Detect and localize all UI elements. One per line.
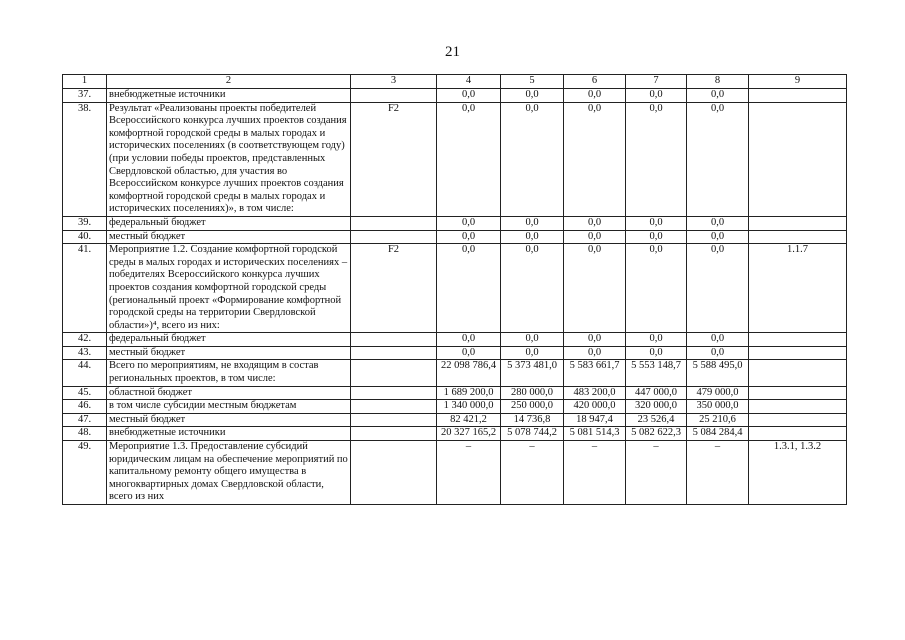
row-description: Результат «Реализованы проекты победителей Всероссийского конкурса лучших проектов создания комфортной городской среды в малых городах и исторических поселениях (в соответствующем году) (при условии победы проектов, представленных Свердловской областью, для участия во Всероссийском конкурсе лучших проектов создания комфортной городской среды в малых городах и исторических поселениях)», в том числе: bbox=[107, 102, 351, 216]
value-year-3: 0,0 bbox=[626, 333, 687, 347]
value-year-2: 0,0 bbox=[564, 89, 626, 103]
row-description: в том числе субсидии местным бюджетам bbox=[107, 400, 351, 414]
row-number: 39. bbox=[63, 216, 107, 230]
row-description: внебюджетные источники bbox=[107, 89, 351, 103]
value-year-1: 0,0 bbox=[501, 102, 564, 216]
table-row bbox=[63, 427, 847, 441]
value-year-4: 0,0 bbox=[687, 333, 749, 347]
row-code bbox=[351, 89, 437, 103]
row-number: 44. bbox=[63, 360, 107, 386]
row-target-ref bbox=[749, 413, 847, 427]
row-target-ref bbox=[749, 102, 847, 216]
row-code bbox=[351, 441, 437, 505]
column-header: 8 bbox=[687, 75, 749, 89]
value-year-1: 5 373 481,0 bbox=[501, 360, 564, 386]
column-header: 1 bbox=[63, 75, 107, 89]
value-year-2: 0,0 bbox=[564, 230, 626, 244]
table-row bbox=[63, 346, 847, 360]
value-year-1: – bbox=[501, 441, 564, 505]
value-year-3: 0,0 bbox=[626, 102, 687, 216]
value-year-1: 0,0 bbox=[501, 89, 564, 103]
page-number: 21 bbox=[445, 44, 460, 60]
row-number: 48. bbox=[63, 427, 107, 441]
table-row bbox=[63, 89, 847, 103]
value-total: 0,0 bbox=[437, 102, 501, 216]
value-year-3: 0,0 bbox=[626, 346, 687, 360]
value-year-1: 5 078 744,2 bbox=[501, 427, 564, 441]
row-target-ref: 1.1.7 bbox=[749, 244, 847, 333]
row-number: 46. bbox=[63, 400, 107, 414]
value-year-4: 0,0 bbox=[687, 346, 749, 360]
table-row bbox=[63, 102, 847, 216]
row-target-ref bbox=[749, 89, 847, 103]
row-code bbox=[351, 360, 437, 386]
value-year-2: 0,0 bbox=[564, 102, 626, 216]
value-year-2: 0,0 bbox=[564, 244, 626, 333]
value-year-3: 23 526,4 bbox=[626, 413, 687, 427]
column-header: 7 bbox=[626, 75, 687, 89]
value-year-4: 479 000,0 bbox=[687, 386, 749, 400]
value-total: 1 689 200,0 bbox=[437, 386, 501, 400]
value-year-2: 420 000,0 bbox=[564, 400, 626, 414]
value-total: 1 340 000,0 bbox=[437, 400, 501, 414]
row-code bbox=[351, 333, 437, 347]
row-code bbox=[351, 346, 437, 360]
value-total: 0,0 bbox=[437, 333, 501, 347]
column-header: 3 bbox=[351, 75, 437, 89]
value-total: 82 421,2 bbox=[437, 413, 501, 427]
table-row bbox=[63, 413, 847, 427]
value-year-1: 280 000,0 bbox=[501, 386, 564, 400]
column-header: 5 bbox=[501, 75, 564, 89]
column-header: 9 bbox=[749, 75, 847, 89]
row-target-ref bbox=[749, 360, 847, 386]
row-number: 42. bbox=[63, 333, 107, 347]
row-target-ref bbox=[749, 386, 847, 400]
row-code bbox=[351, 400, 437, 414]
row-target-ref bbox=[749, 400, 847, 414]
table-row bbox=[63, 333, 847, 347]
value-year-2: 0,0 bbox=[564, 216, 626, 230]
value-year-3: 0,0 bbox=[626, 89, 687, 103]
row-target-ref bbox=[749, 427, 847, 441]
table-row bbox=[63, 386, 847, 400]
row-code: F2 bbox=[351, 102, 437, 216]
value-year-1: 0,0 bbox=[501, 244, 564, 333]
column-header: 6 bbox=[564, 75, 626, 89]
value-total: 0,0 bbox=[437, 244, 501, 333]
table-row bbox=[63, 230, 847, 244]
column-header: 4 bbox=[437, 75, 501, 89]
value-year-1: 0,0 bbox=[501, 333, 564, 347]
value-year-4: 0,0 bbox=[687, 89, 749, 103]
row-code bbox=[351, 413, 437, 427]
row-description: внебюджетные источники bbox=[107, 427, 351, 441]
row-description: местный бюджет bbox=[107, 230, 351, 244]
table-row bbox=[63, 216, 847, 230]
row-target-ref bbox=[749, 346, 847, 360]
value-year-3: 0,0 bbox=[626, 216, 687, 230]
value-year-4: 0,0 bbox=[687, 244, 749, 333]
value-year-2: 483 200,0 bbox=[564, 386, 626, 400]
value-year-4: 25 210,6 bbox=[687, 413, 749, 427]
row-number: 37. bbox=[63, 89, 107, 103]
row-number: 45. bbox=[63, 386, 107, 400]
value-year-3: 447 000,0 bbox=[626, 386, 687, 400]
value-year-4: – bbox=[687, 441, 749, 505]
table-row bbox=[63, 400, 847, 414]
row-target-ref bbox=[749, 230, 847, 244]
value-year-1: 14 736,8 bbox=[501, 413, 564, 427]
value-total: 0,0 bbox=[437, 230, 501, 244]
row-description: местный бюджет bbox=[107, 413, 351, 427]
column-header: 2 bbox=[107, 75, 351, 89]
value-total: 22 098 786,4 bbox=[437, 360, 501, 386]
value-year-4: 5 588 495,0 bbox=[687, 360, 749, 386]
row-description: Всего по мероприятиям, не входящим в состав региональных проектов, в том числе: bbox=[107, 360, 351, 386]
value-total: 0,0 bbox=[437, 216, 501, 230]
value-total: 0,0 bbox=[437, 89, 501, 103]
table-row bbox=[63, 244, 847, 333]
row-number: 40. bbox=[63, 230, 107, 244]
row-target-ref bbox=[749, 333, 847, 347]
table-header-row bbox=[63, 75, 847, 89]
row-code bbox=[351, 230, 437, 244]
row-code bbox=[351, 216, 437, 230]
value-year-2: 5 583 661,7 bbox=[564, 360, 626, 386]
row-description: местный бюджет bbox=[107, 346, 351, 360]
value-year-3: 0,0 bbox=[626, 244, 687, 333]
row-description: Мероприятие 1.2. Создание комфортной городской среды в малых городах и исторических поселениях – победителях Всероссийского конкурса лучших проектов создания комфортной городской среды (региональный проект «Формирование комфортной городской среды на территории Свердловской области»)⁴, всего из них: bbox=[107, 244, 351, 333]
budget-table bbox=[62, 74, 847, 505]
row-description: федеральный бюджет bbox=[107, 216, 351, 230]
value-total: 20 327 165,2 bbox=[437, 427, 501, 441]
row-target-ref: 1.3.1, 1.3.2 bbox=[749, 441, 847, 505]
row-description: федеральный бюджет bbox=[107, 333, 351, 347]
table-row bbox=[63, 360, 847, 386]
value-year-3: 320 000,0 bbox=[626, 400, 687, 414]
row-number: 49. bbox=[63, 441, 107, 505]
row-description: Мероприятие 1.3. Предоставление субсидий юридическим лицам на обеспечение мероприятий по капитальному ремонту общего имущества в многоквартирных домах Свердловской области, всего из них bbox=[107, 441, 351, 505]
value-year-3: – bbox=[626, 441, 687, 505]
value-year-3: 5 553 148,7 bbox=[626, 360, 687, 386]
value-year-1: 250 000,0 bbox=[501, 400, 564, 414]
value-year-3: 0,0 bbox=[626, 230, 687, 244]
value-year-4: 0,0 bbox=[687, 230, 749, 244]
row-target-ref bbox=[749, 216, 847, 230]
row-code bbox=[351, 427, 437, 441]
row-number: 43. bbox=[63, 346, 107, 360]
row-number: 47. bbox=[63, 413, 107, 427]
value-year-4: 5 084 284,4 bbox=[687, 427, 749, 441]
value-total: 0,0 bbox=[437, 346, 501, 360]
value-year-2: 0,0 bbox=[564, 346, 626, 360]
row-number: 41. bbox=[63, 244, 107, 333]
value-year-4: 350 000,0 bbox=[687, 400, 749, 414]
value-year-1: 0,0 bbox=[501, 346, 564, 360]
value-year-4: 0,0 bbox=[687, 216, 749, 230]
value-year-1: 0,0 bbox=[501, 216, 564, 230]
row-code: F2 bbox=[351, 244, 437, 333]
row-code bbox=[351, 386, 437, 400]
value-year-1: 0,0 bbox=[501, 230, 564, 244]
value-year-2: 0,0 bbox=[564, 333, 626, 347]
value-year-2: – bbox=[564, 441, 626, 505]
row-number: 38. bbox=[63, 102, 107, 216]
row-description: областной бюджет bbox=[107, 386, 351, 400]
value-year-2: 5 081 514,3 bbox=[564, 427, 626, 441]
value-total: – bbox=[437, 441, 501, 505]
value-year-3: 5 082 622,3 bbox=[626, 427, 687, 441]
value-year-2: 18 947,4 bbox=[564, 413, 626, 427]
value-year-4: 0,0 bbox=[687, 102, 749, 216]
table-row bbox=[63, 441, 847, 505]
